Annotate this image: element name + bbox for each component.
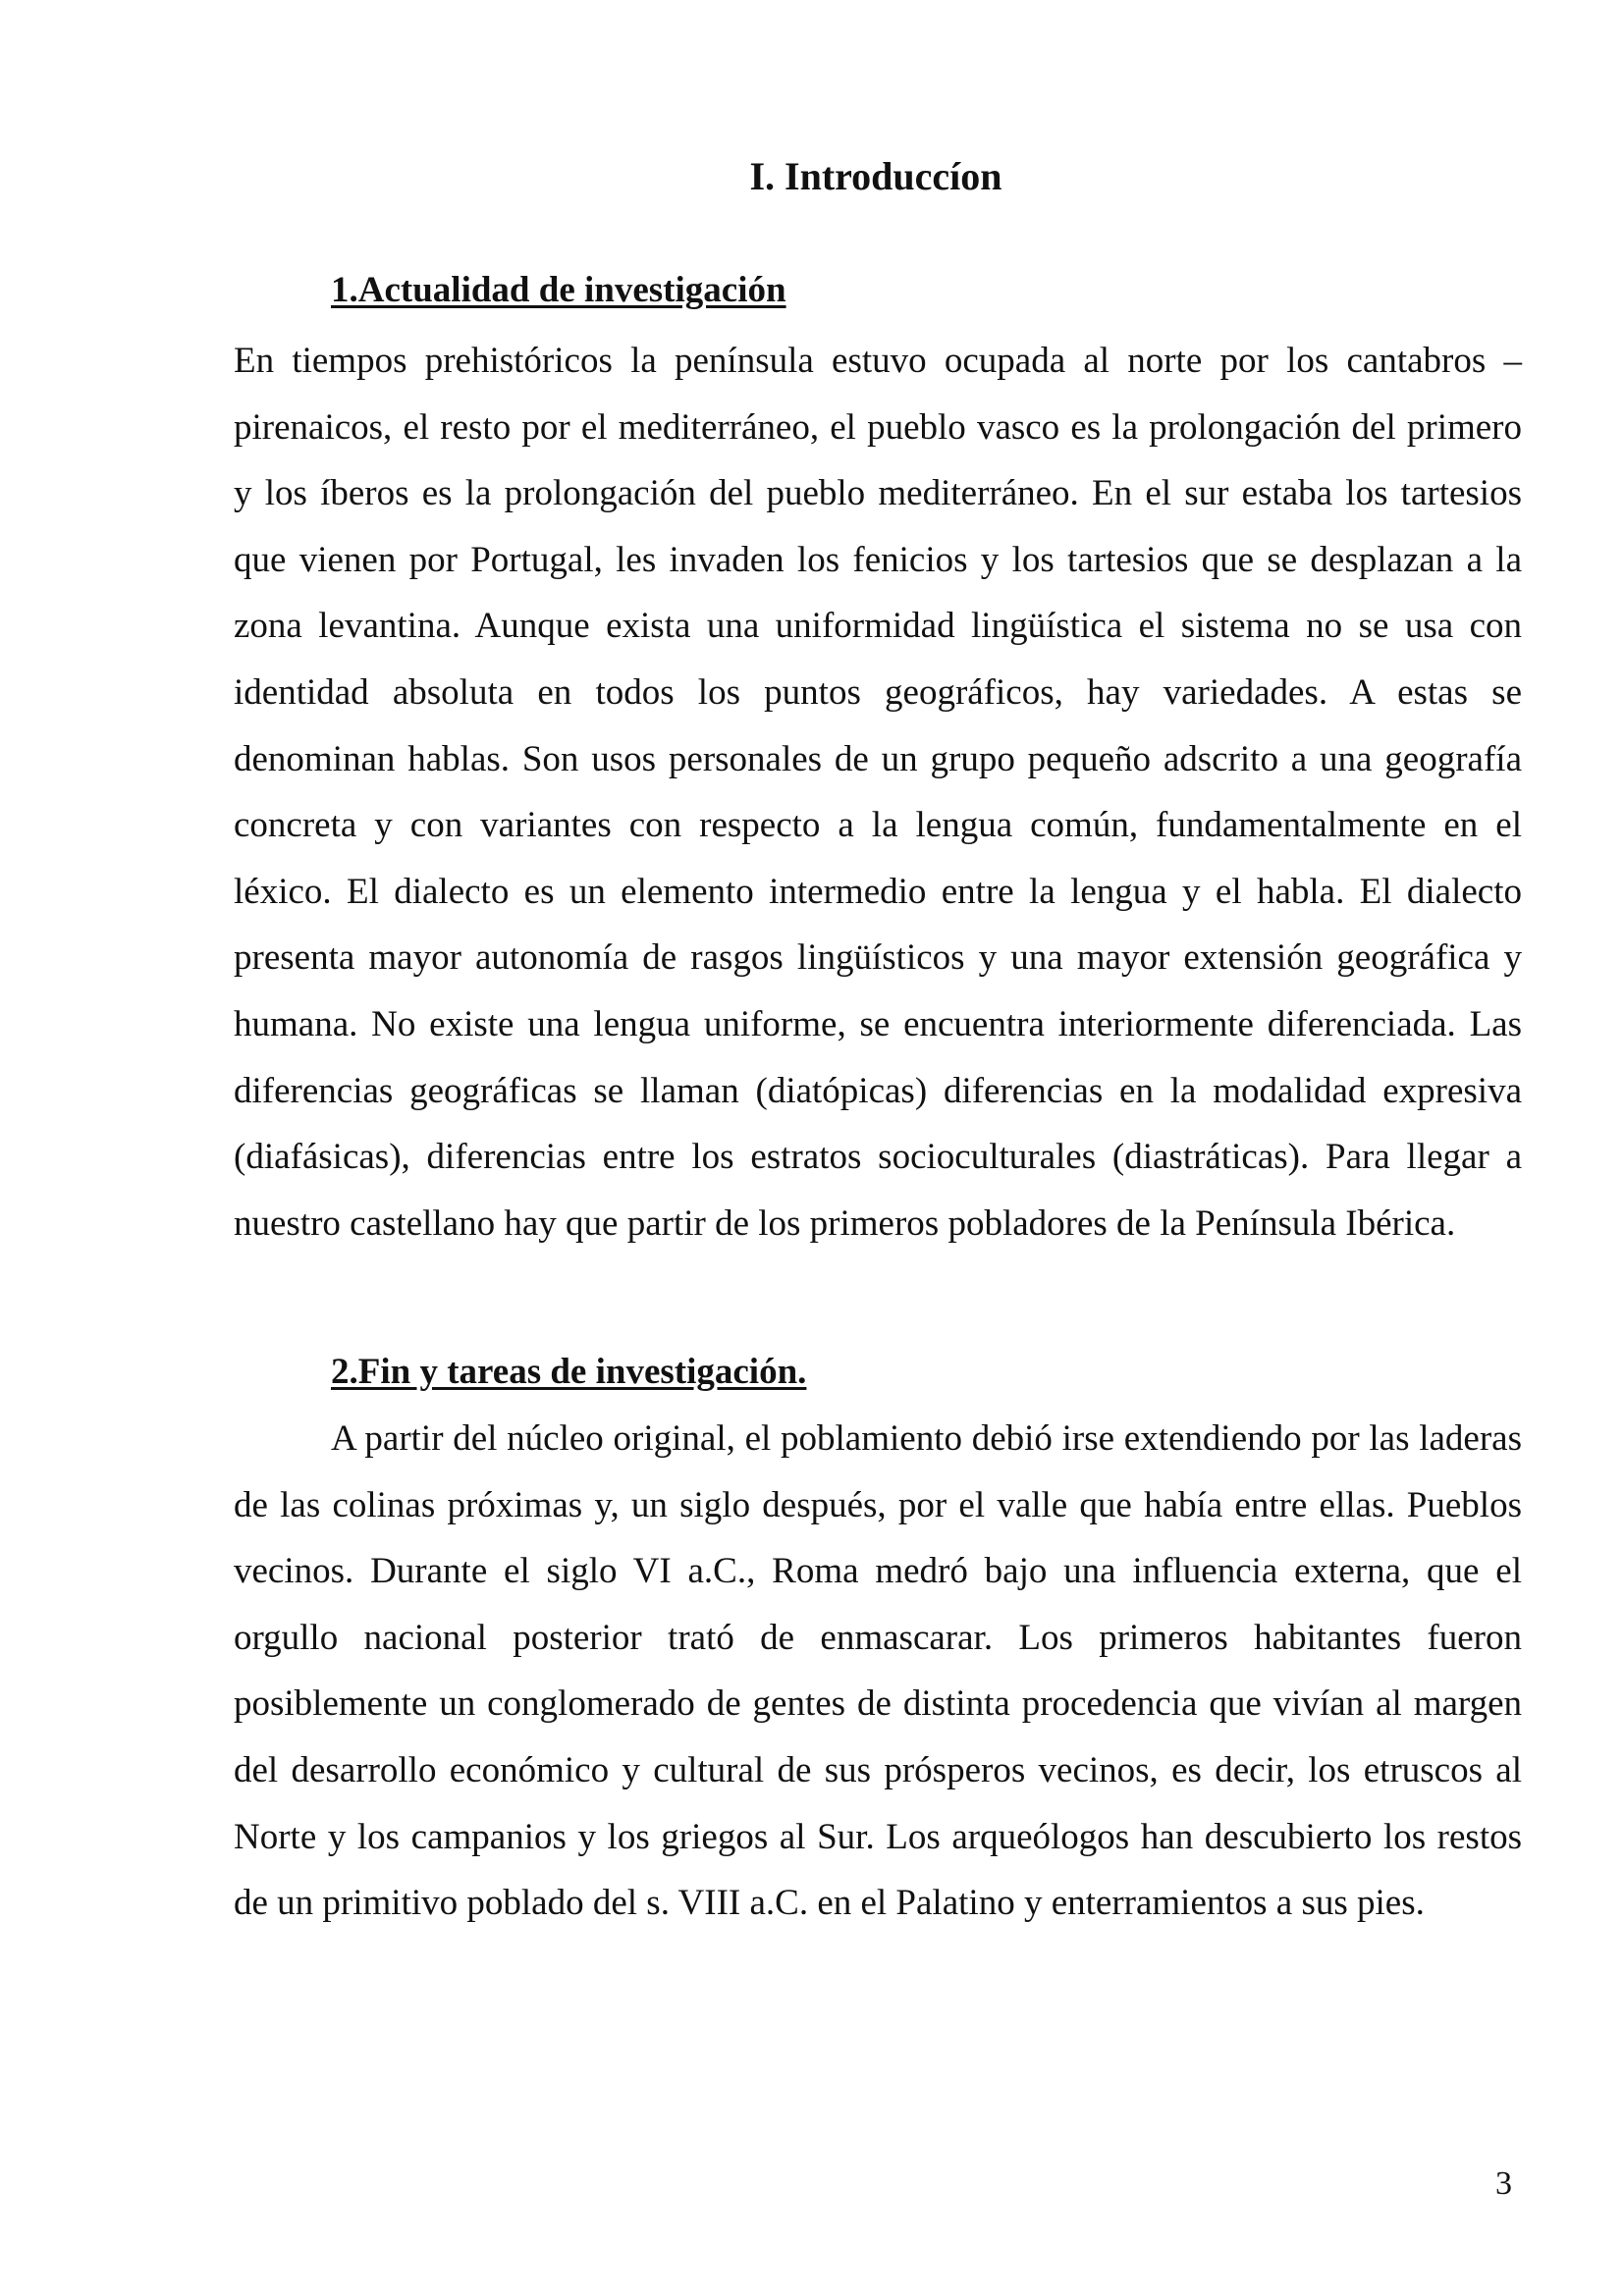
section-paragraph-2: A partir del núcleo original, el poblamiento debió irse extendiendo por las laderas de las colinas próximas y, un siglo después, por el valle que había entre ellas. Pueblos vecinos. Durante el siglo VI a.C., Roma medró bajo una influencia externa, que el orgullo nacional posterior trató de enmascarar. Los primeros habitantes fueron posiblemente un conglomerado de gentes de distinta procedencia que vivían al margen del desarrollo económico y cultural de sus prósperos vecinos, es decir, los etruscos al Norte y los campanios y los griegos al Sur. Los arqueólogos han descubierto los restos de un primitivo poblado del s. VIII a.C. en el Palatino y enterramientos a sus pies. (234, 1418, 1522, 1924)
section-heading-1: 1.Actualidad de investigación (331, 270, 786, 310)
section-paragraph-1: En tiempos prehistóricos la península estuvo ocupada al norte por los cantabros – pirenaicos, el resto por el mediterráneo, el pueblo vasco es la prolongación del primero y los íberos es la prolongación del pueblo mediterráneo. En el sur estaba los tartesios que vienen por Portugal, les invaden los fenicios y los tartesios que se desplazan a la zona levantina. Aunque exista una uniformidad lingüística el sistema no se usa con identidad absoluta en todos los puntos geográficos, hay variedades. A estas se denominan hablas. Son usos personales de un grupo pequeño adscrito a una geografía concreta y con variantes con respecto a la lengua común, fundamentalmente en el léxico. El dialecto es un elemento intermedio entre la lengua y el habla. El dialecto presenta mayor autonomía de rasgos lingüísticos y una mayor extensión geográfica y humana. No existe una lengua uniforme, se encuentra interiormente diferenciada. Las diferencias geográficas se llaman (diatópicas) diferencias en la modalidad expresiva (diafásicas), diferencias entre los estratos socioculturales (diastráticas). Para llegar a nuestro castellano hay que partir de los primeros pobladores de la Península Ibérica. (234, 341, 1522, 1244)
page-number: 3 (1495, 2165, 1512, 2202)
section-heading-2: 2.Fin y tareas de investigación. (331, 1352, 807, 1392)
page-title: I. Introduccíon (749, 154, 1002, 198)
